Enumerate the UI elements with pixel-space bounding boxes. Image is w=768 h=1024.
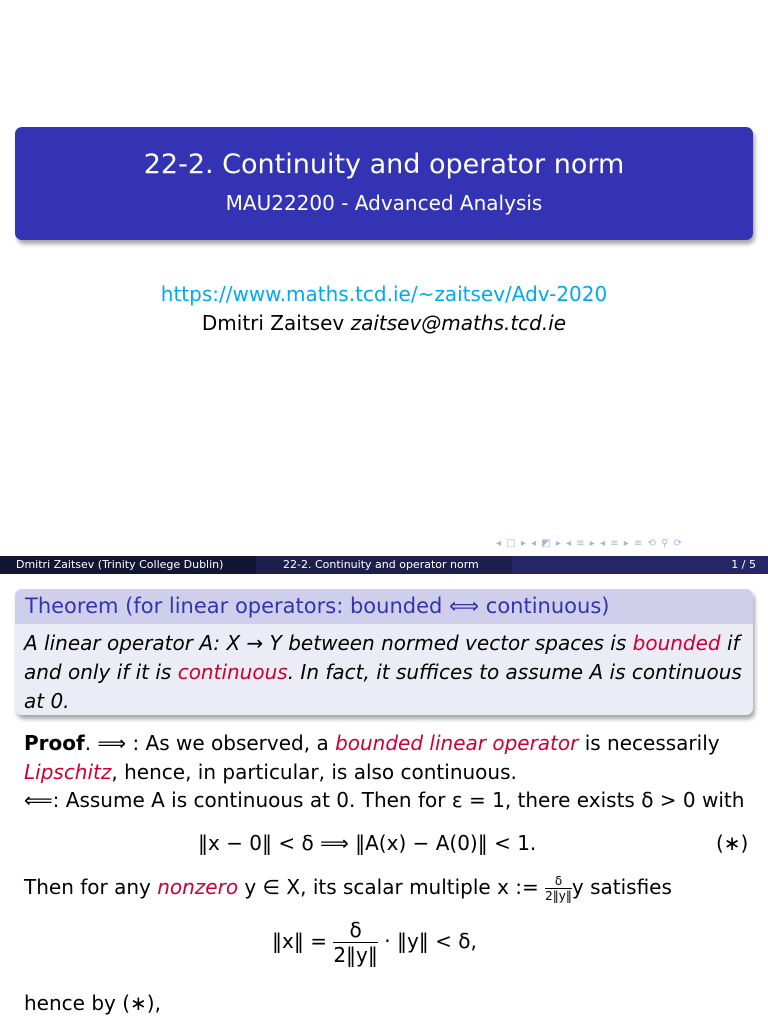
theorem-body <box>24 629 744 715</box>
highlight-bounded: bounded <box>632 631 721 655</box>
inline-fraction <box>545 874 572 903</box>
equation-tag: (∗) <box>716 831 749 855</box>
slide-subtitle: MAU22200 - Advanced Analysis <box>225 191 543 215</box>
proof-label: Proof <box>24 731 85 755</box>
fraction-numerator: δ <box>554 874 563 888</box>
author-line <box>0 311 768 335</box>
proof-text: y ∈ X, its scalar multiple x := <box>238 875 546 899</box>
beamer-navigation-icons[interactable]: ◂ □ ▸ ◂ ◩ ▸ ◂ ≡ ▸ ◂ ≡ ▸ ≡ ⟲ ⚲ ⟳ <box>496 538 683 549</box>
proof-line-4 <box>24 874 672 903</box>
footer-page-section <box>512 556 768 574</box>
slide-footer <box>0 556 768 574</box>
proof-text: y satisfies <box>571 875 672 899</box>
fraction-denominator: 2‖y‖ <box>333 943 378 967</box>
fraction-numerator: δ <box>349 918 362 942</box>
slide-title: 22-2. Continuity and operator norm <box>143 149 625 180</box>
theorem-header <box>15 589 753 624</box>
theorem-text: if <box>720 631 740 655</box>
theorem-title: Theorem (for linear operators: bounded ⟺ continuous) <box>25 594 610 618</box>
footer-page-number: 1 / 5 <box>731 558 756 571</box>
fraction-denominator: 2‖y‖ <box>545 889 572 903</box>
footer-title-section <box>256 556 512 574</box>
theorem-block <box>15 589 753 715</box>
author-name: Dmitri Zaitsev <box>201 311 345 335</box>
proof-line-2 <box>24 760 517 784</box>
theorem-line-2 <box>24 658 744 687</box>
equation-star: ‖x − 0‖ < δ ⟹ ‖A(x) − A(0)‖ < 1. <box>198 831 537 855</box>
highlight-bounded-linear-operator: bounded linear operator <box>335 731 579 755</box>
proof-line-5: hence by (∗), <box>24 991 161 1015</box>
course-url-link[interactable]: https://www.maths.tcd.ie/~zaitsev/Adv-2020 <box>160 282 608 306</box>
equation-lhs: ‖x‖ = <box>272 929 334 953</box>
proof-text: . ⟹ : As we observed, a <box>84 731 336 755</box>
footer-author-section <box>0 556 256 574</box>
theorem-text: . In fact, it suffices to assume A is continuous <box>287 660 742 684</box>
theorem-line-1 <box>24 629 744 658</box>
theorem-text: and only if it is <box>24 660 178 684</box>
highlight-nonzero: nonzero <box>157 875 239 899</box>
theorem-line-3: at 0. <box>24 689 70 713</box>
proof-text: is necessarily <box>578 731 720 755</box>
equation-rhs: · ‖y‖ < δ, <box>377 929 477 953</box>
highlight-lipschitz: Lipschitz <box>24 760 112 784</box>
equation-norm-x <box>272 918 477 967</box>
proof-line-3: ⟸: Assume A is continuous at 0. Then for ε = 1, there exists δ > 0 with <box>24 788 745 812</box>
theorem-text: A linear operator A: X → Y between normed vector spaces is <box>24 631 633 655</box>
footer-title: 22-2. Continuity and operator norm <box>283 558 479 571</box>
proof-text: , hence, in particular, is also continuous. <box>111 760 517 784</box>
footer-author: Dmitri Zaitsev (Trinity College Dublin) <box>16 558 224 571</box>
title-banner <box>15 127 753 240</box>
proof-text: Then for any <box>24 875 158 899</box>
author-email: zaitsev@maths.tcd.ie <box>350 311 567 335</box>
display-fraction <box>333 918 378 967</box>
highlight-continuous: continuous <box>177 660 288 684</box>
proof-line-1 <box>24 731 720 755</box>
